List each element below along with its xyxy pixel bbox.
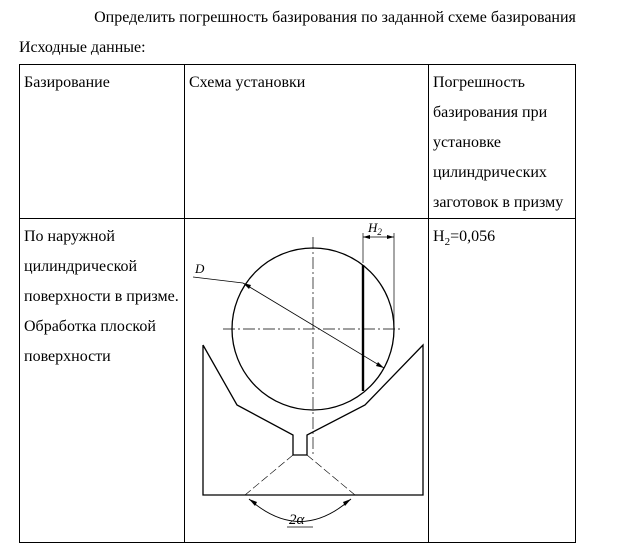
- cell-scheme: [185, 219, 429, 543]
- angle-line-left: [245, 455, 293, 495]
- table-header-row: [20, 65, 576, 219]
- error-name: H: [433, 228, 445, 245]
- error-value: =0,056: [450, 228, 496, 245]
- angle-line-right: [307, 455, 355, 495]
- header-scheme: Схема установки: [185, 65, 429, 219]
- h-arrow-right: [387, 235, 394, 239]
- d-leader-shelf: [193, 277, 243, 283]
- header-basing: Базирование: [20, 65, 185, 219]
- cell-error: [429, 219, 576, 543]
- table-row: [20, 219, 576, 543]
- h-arrow-left: [363, 235, 370, 239]
- basing-scheme-drawing: [185, 219, 437, 543]
- label-h: $H_2$: [368, 220, 382, 237]
- data-table: [19, 64, 576, 543]
- label-d: D: [195, 261, 205, 276]
- error-sub: 2: [444, 236, 451, 249]
- label-angle: 2α: [289, 512, 305, 528]
- task-heading: Определить погрешность базирования по заданной схеме базирования: [94, 9, 576, 26]
- header-error: Погрешность базирования при установке цилиндрических заготовок в призму: [429, 65, 576, 219]
- initial-data-label: Исходные данные:: [19, 39, 146, 56]
- d-arrow-end: [376, 362, 384, 368]
- cell-basing: По наружной цилиндрической поверхности в призме. Обработка плоской поверхности: [20, 219, 185, 543]
